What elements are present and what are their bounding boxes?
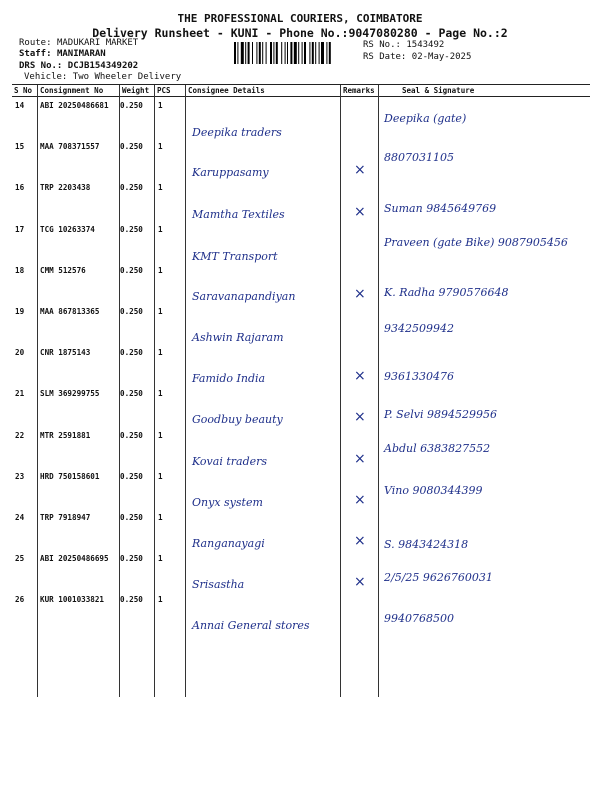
barcode-bar: [285, 42, 286, 64]
barcode-bar: [237, 42, 238, 64]
weight: 0.250: [120, 430, 143, 440]
signature: Abdul 6383827552: [384, 441, 491, 455]
drs-line: [19, 61, 138, 72]
pcs: 1: [158, 430, 163, 440]
barcode-bar: [270, 42, 272, 64]
col-weight: Weight: [122, 86, 150, 95]
pcs: 1: [158, 471, 163, 481]
consignee-name: Karuppasamy: [192, 166, 269, 180]
remark-mark: ×: [354, 450, 366, 467]
pcs: 1: [158, 101, 163, 110]
table-row: [12, 302, 590, 343]
vehicle-line: [24, 72, 181, 83]
col-sno: S No: [14, 86, 33, 95]
row-sno: 23: [15, 471, 25, 481]
staff-value: MANIMARAN: [56, 49, 106, 59]
signature: S. 9843424318: [384, 538, 469, 551]
row-sno: 16: [15, 183, 25, 193]
consignment-no: SLM 369299755: [40, 389, 100, 399]
barcode-bar: [252, 42, 253, 64]
col-consignee: Consignee Details: [188, 86, 265, 95]
signature: 9940768500: [384, 612, 454, 626]
consignment-no: TRP 2203438: [40, 183, 91, 193]
barcode-bar: [266, 42, 267, 64]
vehicle-label: Vehicle:: [24, 72, 68, 82]
col-consignment: Consignment No: [40, 86, 104, 95]
barcode-bar: [256, 42, 257, 64]
table-row: [12, 96, 590, 137]
table-row: [12, 590, 590, 631]
pcs: 1: [158, 389, 163, 399]
table-row: [12, 426, 590, 467]
table-row: [12, 467, 590, 508]
weight: 0.250: [120, 101, 143, 110]
vehicle-value: Two Wheeler Delivery: [72, 72, 182, 82]
rs-date-label: RS Date:: [363, 52, 407, 62]
barcode-bar: [241, 42, 244, 64]
pcs: 1: [158, 265, 163, 275]
consignee-name: Deepika traders: [192, 126, 282, 139]
runsheet-table: [12, 84, 590, 697]
table-row: [12, 508, 590, 549]
barcode-bar: [281, 42, 282, 64]
drs-value: DCJB154349202: [67, 61, 139, 71]
row-sno: 22: [15, 430, 25, 440]
remark-mark: ×: [354, 574, 366, 591]
drs-label: DRS No.:: [19, 61, 63, 71]
table-row: [12, 261, 590, 302]
consignment-no: MAA 867813365: [40, 307, 100, 316]
consignment-no: TCG 10263374: [40, 224, 95, 234]
barcode-bar: [287, 42, 288, 64]
signature: 8807031105: [384, 151, 454, 165]
row-sno: 25: [15, 554, 25, 564]
rs-date-value: 02-May-2025: [411, 52, 472, 62]
signature: Vino 9080344399: [384, 483, 483, 497]
weight: 0.250: [120, 471, 143, 481]
barcode-bar: [302, 42, 303, 64]
weight: 0.250: [120, 265, 143, 275]
weight: 0.250: [120, 513, 143, 522]
consignment-no: TRP 7918947: [40, 513, 91, 522]
signature: Suman 9845649769: [384, 202, 497, 216]
row-sno: 19: [15, 307, 25, 316]
consignee-name: Famido India: [192, 372, 266, 386]
consignee-name: Ranganayagi: [192, 537, 265, 550]
barcode-bar: [304, 42, 306, 64]
table-row: [12, 137, 590, 178]
signature: 9361330476: [384, 370, 454, 384]
barcode-bar: [248, 42, 250, 64]
signature: 2/5/25 9626760031: [384, 571, 493, 585]
rs-no-label: RS No.:: [363, 40, 401, 50]
remark-mark: ×: [354, 409, 366, 426]
weight: 0.250: [120, 307, 143, 316]
barcode-bar: [312, 42, 314, 64]
barcode-bar: [273, 42, 274, 64]
table-row: [12, 220, 590, 261]
barcode-bar: [294, 42, 297, 64]
signature: K. Radha 9790576648: [384, 285, 509, 299]
signature: Deepika (gate): [384, 112, 467, 125]
consignee-name: Annai General stores: [192, 619, 310, 633]
table-row: [12, 384, 590, 425]
consignee-name: Kovai traders: [192, 454, 268, 468]
table-row: [12, 549, 590, 590]
pcs: 1: [158, 513, 163, 522]
weight: 0.250: [120, 348, 143, 358]
consignee-name: Goodbuy beauty: [192, 413, 283, 427]
barcode-bar: [245, 42, 246, 64]
barcode-bar: [315, 42, 316, 64]
barcode: [234, 42, 358, 64]
consignee-name: Ashwin Rajaram: [192, 331, 284, 344]
weight: 0.250: [120, 142, 143, 152]
row-sno: 21: [15, 389, 25, 399]
consignee-name: Mamtha Textiles: [192, 208, 285, 222]
row-sno: 18: [15, 265, 25, 275]
row-sno: 17: [15, 224, 25, 234]
weight: 0.250: [120, 595, 143, 605]
barcode-bar: [290, 42, 292, 64]
consignee-name: Onyx system: [192, 495, 263, 509]
consignment-no: HRD 750158601: [40, 471, 100, 481]
weight: 0.250: [120, 389, 143, 399]
weight: 0.250: [120, 183, 143, 193]
company-title: THE PROFESSIONAL COURIERS, COIMBATORE: [177, 12, 423, 25]
route-line: [19, 38, 138, 49]
consignment-no: ABI 20250486681: [40, 101, 109, 110]
remark-mark: ×: [354, 491, 366, 508]
route-label: Route:: [19, 38, 52, 48]
consignment-no: ABI 20250486695: [40, 554, 109, 564]
consignment-no: CMM 512576: [40, 265, 86, 275]
barcode-bar: [262, 42, 263, 64]
pcs: 1: [158, 183, 163, 193]
table-row: [12, 343, 590, 384]
consignee-name: KMT Transport: [192, 249, 278, 263]
remark-mark: ×: [354, 204, 366, 221]
col-remarks: Remarks: [343, 86, 375, 95]
barcode-bar: [259, 42, 261, 64]
pcs: 1: [158, 595, 163, 605]
consignment-no: MTR 2591881: [40, 430, 91, 440]
rs-date-line: [363, 52, 471, 63]
signature: P. Selvi 9894529956: [384, 408, 497, 422]
row-sno: 20: [15, 348, 25, 358]
rs-no-value: 1543492: [406, 40, 445, 50]
consignment-no: MAA 708371557: [40, 142, 100, 152]
col-pcs: PCS: [157, 86, 171, 95]
barcode-bar: [276, 42, 278, 64]
row-sno: 15: [15, 142, 25, 152]
remark-mark: ×: [354, 533, 366, 549]
consignee-name: Srisastha: [192, 578, 245, 592]
barcode-bar: [321, 42, 324, 64]
barcode-bar: [298, 42, 299, 64]
runsheet-title: Delivery Runsheet - KUNI - Phone No.:9047080280 - Page No.:2: [92, 26, 508, 40]
pcs: 1: [158, 348, 163, 358]
weight: 0.250: [120, 224, 143, 234]
signature: 9342509942: [384, 322, 454, 335]
signature: Praveen (gate Bike) 9087905456: [384, 235, 568, 249]
col-signature: Seal & Signature: [402, 86, 475, 95]
pcs: 1: [158, 142, 163, 152]
row-sno: 14: [15, 101, 25, 110]
consignee-name: Saravanapandiyan: [192, 289, 296, 303]
consignment-no: KUR 1001033821: [40, 595, 105, 605]
consignment-no: CNR 1875143: [40, 348, 91, 358]
remark-mark: ×: [354, 162, 366, 179]
rs-no-line: [363, 40, 444, 51]
pcs: 1: [158, 307, 163, 316]
barcode-bar: [319, 42, 320, 64]
weight: 0.250: [120, 554, 143, 564]
table-row: [12, 178, 590, 222]
barcode-bar: [326, 42, 327, 64]
barcode-bar: [234, 42, 236, 64]
staff-line: [19, 49, 106, 60]
pcs: 1: [158, 554, 163, 564]
remark-mark: ×: [354, 285, 366, 302]
staff-label: Staff:: [19, 49, 52, 59]
row-sno: 26: [15, 595, 25, 605]
route-value: MADUKARI MARKET: [56, 38, 139, 48]
barcode-bar: [329, 42, 331, 64]
row-sno: 24: [15, 513, 25, 522]
barcode-bar: [309, 42, 310, 64]
pcs: 1: [158, 224, 163, 234]
remark-mark: ×: [354, 368, 366, 385]
